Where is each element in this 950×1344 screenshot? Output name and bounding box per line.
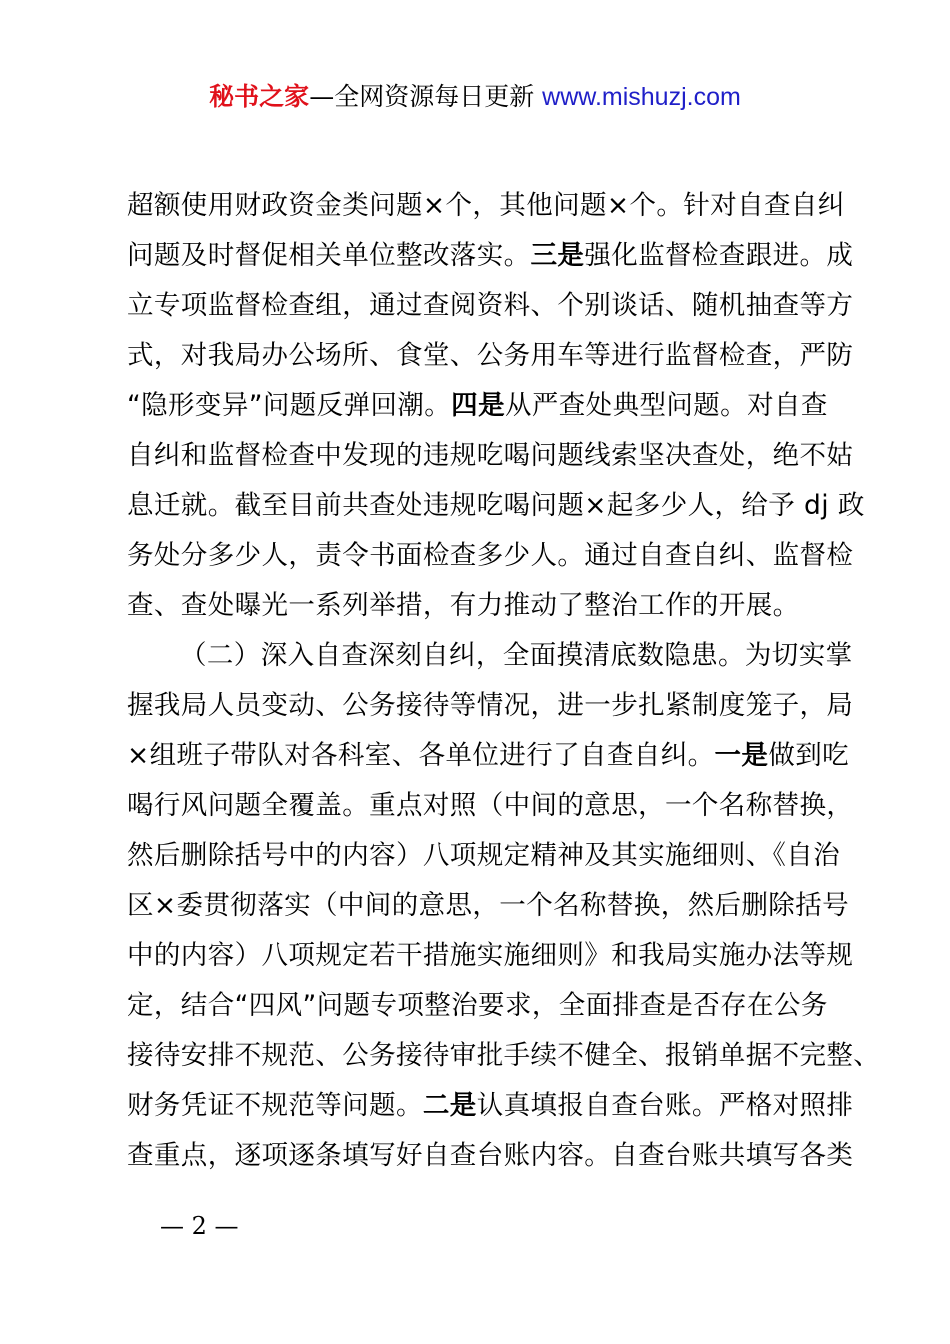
text-line: 问题及时督促相关单位整改落实。三是强化监督检查跟进。成 bbox=[127, 240, 854, 271]
text-line: 务处分多少人，责令书面检查多少人。通过自查自纠、监督检 bbox=[127, 540, 854, 571]
text-line: 中的内容）八项规定若干措施实施细则》和我局实施办法等规 bbox=[127, 940, 854, 971]
brand-name: 秘书之家 bbox=[209, 82, 310, 111]
text-line: 然后删除括号中的内容）八项规定精神及其实施细则、《自治 bbox=[127, 840, 841, 871]
text-line: 息迁就。截至目前共查处违规吃喝问题×起多少人，给予 dj 政 bbox=[127, 490, 865, 521]
bold-marker: 二是 bbox=[422, 1090, 477, 1121]
text-line: 定，结合“四风”问题专项整治要求，全面排查是否存在公务 bbox=[127, 990, 828, 1021]
text-line: 区×委贯彻落实（中间的意思，一个名称替换，然后删除括号 bbox=[127, 890, 850, 921]
text-line: ×组班子带队对各科室、各单位进行了自查自纠。一是做到吃 bbox=[127, 740, 850, 771]
text-line: 查重点，逐项逐条填写好自查台账内容。自查台账共填写各类 bbox=[127, 1140, 854, 1171]
bold-marker: 一是 bbox=[714, 740, 769, 771]
section-heading-line: （二）深入自查深刻自纠，全面摸清底数隐患。为切实掌 bbox=[180, 640, 853, 671]
text-line: 财务凭证不规范等问题。二是认真填报自查台账。严格对照排 bbox=[127, 1090, 854, 1121]
text-line: 喝行风问题全覆盖。重点对照（中间的意思，一个名称替换， bbox=[127, 790, 854, 821]
site-banner bbox=[0, 80, 950, 114]
text-line: 式，对我局办公场所、食堂、公务用车等进行监督检查，严防 bbox=[127, 340, 854, 371]
bold-marker: 三是 bbox=[530, 240, 585, 271]
text-line: 接待安排不规范、公务接待审批手续不健全、报销单据不完整、 bbox=[127, 1040, 881, 1071]
bold-marker: 四是 bbox=[451, 390, 505, 421]
text-line: 握我局人员变动、公务接待等情况，进一步扎紧制度笼子，局 bbox=[127, 690, 854, 721]
site-url-link[interactable]: www.mishuzj.com bbox=[542, 83, 741, 111]
text-line: “隐形变异”问题反弹回潮。四是从严查处典型问题。对自查 bbox=[127, 390, 828, 421]
document-body bbox=[127, 181, 881, 1181]
banner-tagline: —全网资源每日更新 bbox=[309, 82, 535, 111]
text-line: 自纠和监督检查中发现的违规吃喝问题线索坚决查处，绝不姑 bbox=[127, 440, 854, 471]
text-line: 立专项监督检查组，通过查阅资料、个别谈话、随机抽查等方 bbox=[127, 290, 854, 321]
page-number: — 2 — bbox=[160, 1212, 239, 1240]
text-line: 超额使用财政资金类问题×个，其他问题×个。针对自查自纠 bbox=[127, 190, 845, 221]
text-line: 查、查处曝光一系列举措，有力推动了整治工作的开展。 bbox=[127, 590, 800, 621]
